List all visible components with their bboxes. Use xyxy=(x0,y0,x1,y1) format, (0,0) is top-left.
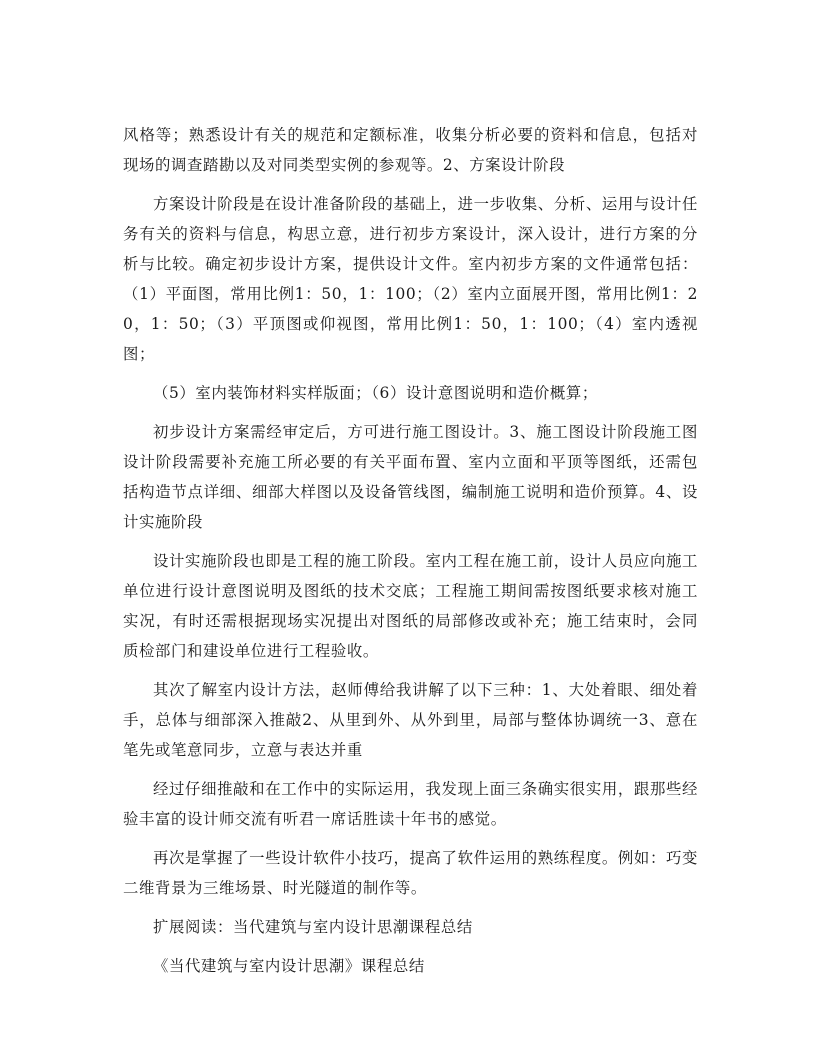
paragraph-design-methods: 其次了解室内设计方法，赵师傅给我讲解了以下三种：1、大处着眼、细处着手，总体与细部深入推敲2、从里到外、从外到里，局部与整体协调统一3、意在笔先或笔意同步，立意与表达并重 xyxy=(123,681,698,759)
paragraph-style-collection: 风格等；熟悉设计有关的规范和定额标准，收集分析必要的资料和信息，包括对现场的调查踏勘以及对同类型实例的参观等。2、方案设计阶段 xyxy=(123,126,698,174)
paragraph-extended-reading: 扩展阅读：当代建筑与室内设计思潮课程总结 xyxy=(153,918,473,936)
paragraph-construction-drawings: 初步设计方案需经审定后，方可进行施工图设计。3、施工图设计阶段施工图设计阶段需要补充施工所必要的有关平面布置、室内立面和平顶等图纸，还需包括构造节点详细、细部大样图以及设备管线图，编制施工说明和造价预算。4、设计实施阶段 xyxy=(123,423,698,531)
paragraph-scheme-design: 方案设计阶段是在设计准备阶段的基础上，进一步收集、分析、运用与设计任务有关的资料与信息，构思立意，进行初步方案设计，深入设计，进行方案的分析与比较。确定初步设计方案，提供设计文件。室内初步方案的文件通常包括：（1）平面图，常用比例1：50，1：100；（2）室内立面展开图，常用比例1：20，1：50；（3）平顶图或仰视图，常用比例1：50，1：100；（4）室内透视图； xyxy=(123,195,698,363)
paragraph-software-skills: 再次是掌握了一些设计软件小技巧，提高了软件运用的熟练程度。例如：巧变二维背景为三维场景、时光隧道的制作等。 xyxy=(123,849,698,897)
document-body xyxy=(123,120,698,981)
paragraph-implementation: 设计实施阶段也即是工程的施工阶段。室内工程在施工前，设计人员应向施工单位进行设计意图说明及图纸的技术交底；工程施工期间需按图纸要求核对施工实况，有时还需根据现场实况提出对图纸的局部修改或补充；施工结束时，会同质检部门和建设单位进行工程验收。 xyxy=(123,552,698,660)
paragraph-materials-items: （5）室内装饰材料实样版面；（6）设计意图说明和造价概算； xyxy=(153,384,598,402)
paragraph-experience: 经过仔细推敲和在工作中的实际运用，我发现上面三条确实很实用，跟那些经验丰富的设计师交流有听君一席话胜读十年书的感觉。 xyxy=(123,780,698,828)
paragraph-course-title: 《当代建筑与室内设计思潮》课程总结 xyxy=(153,957,425,975)
